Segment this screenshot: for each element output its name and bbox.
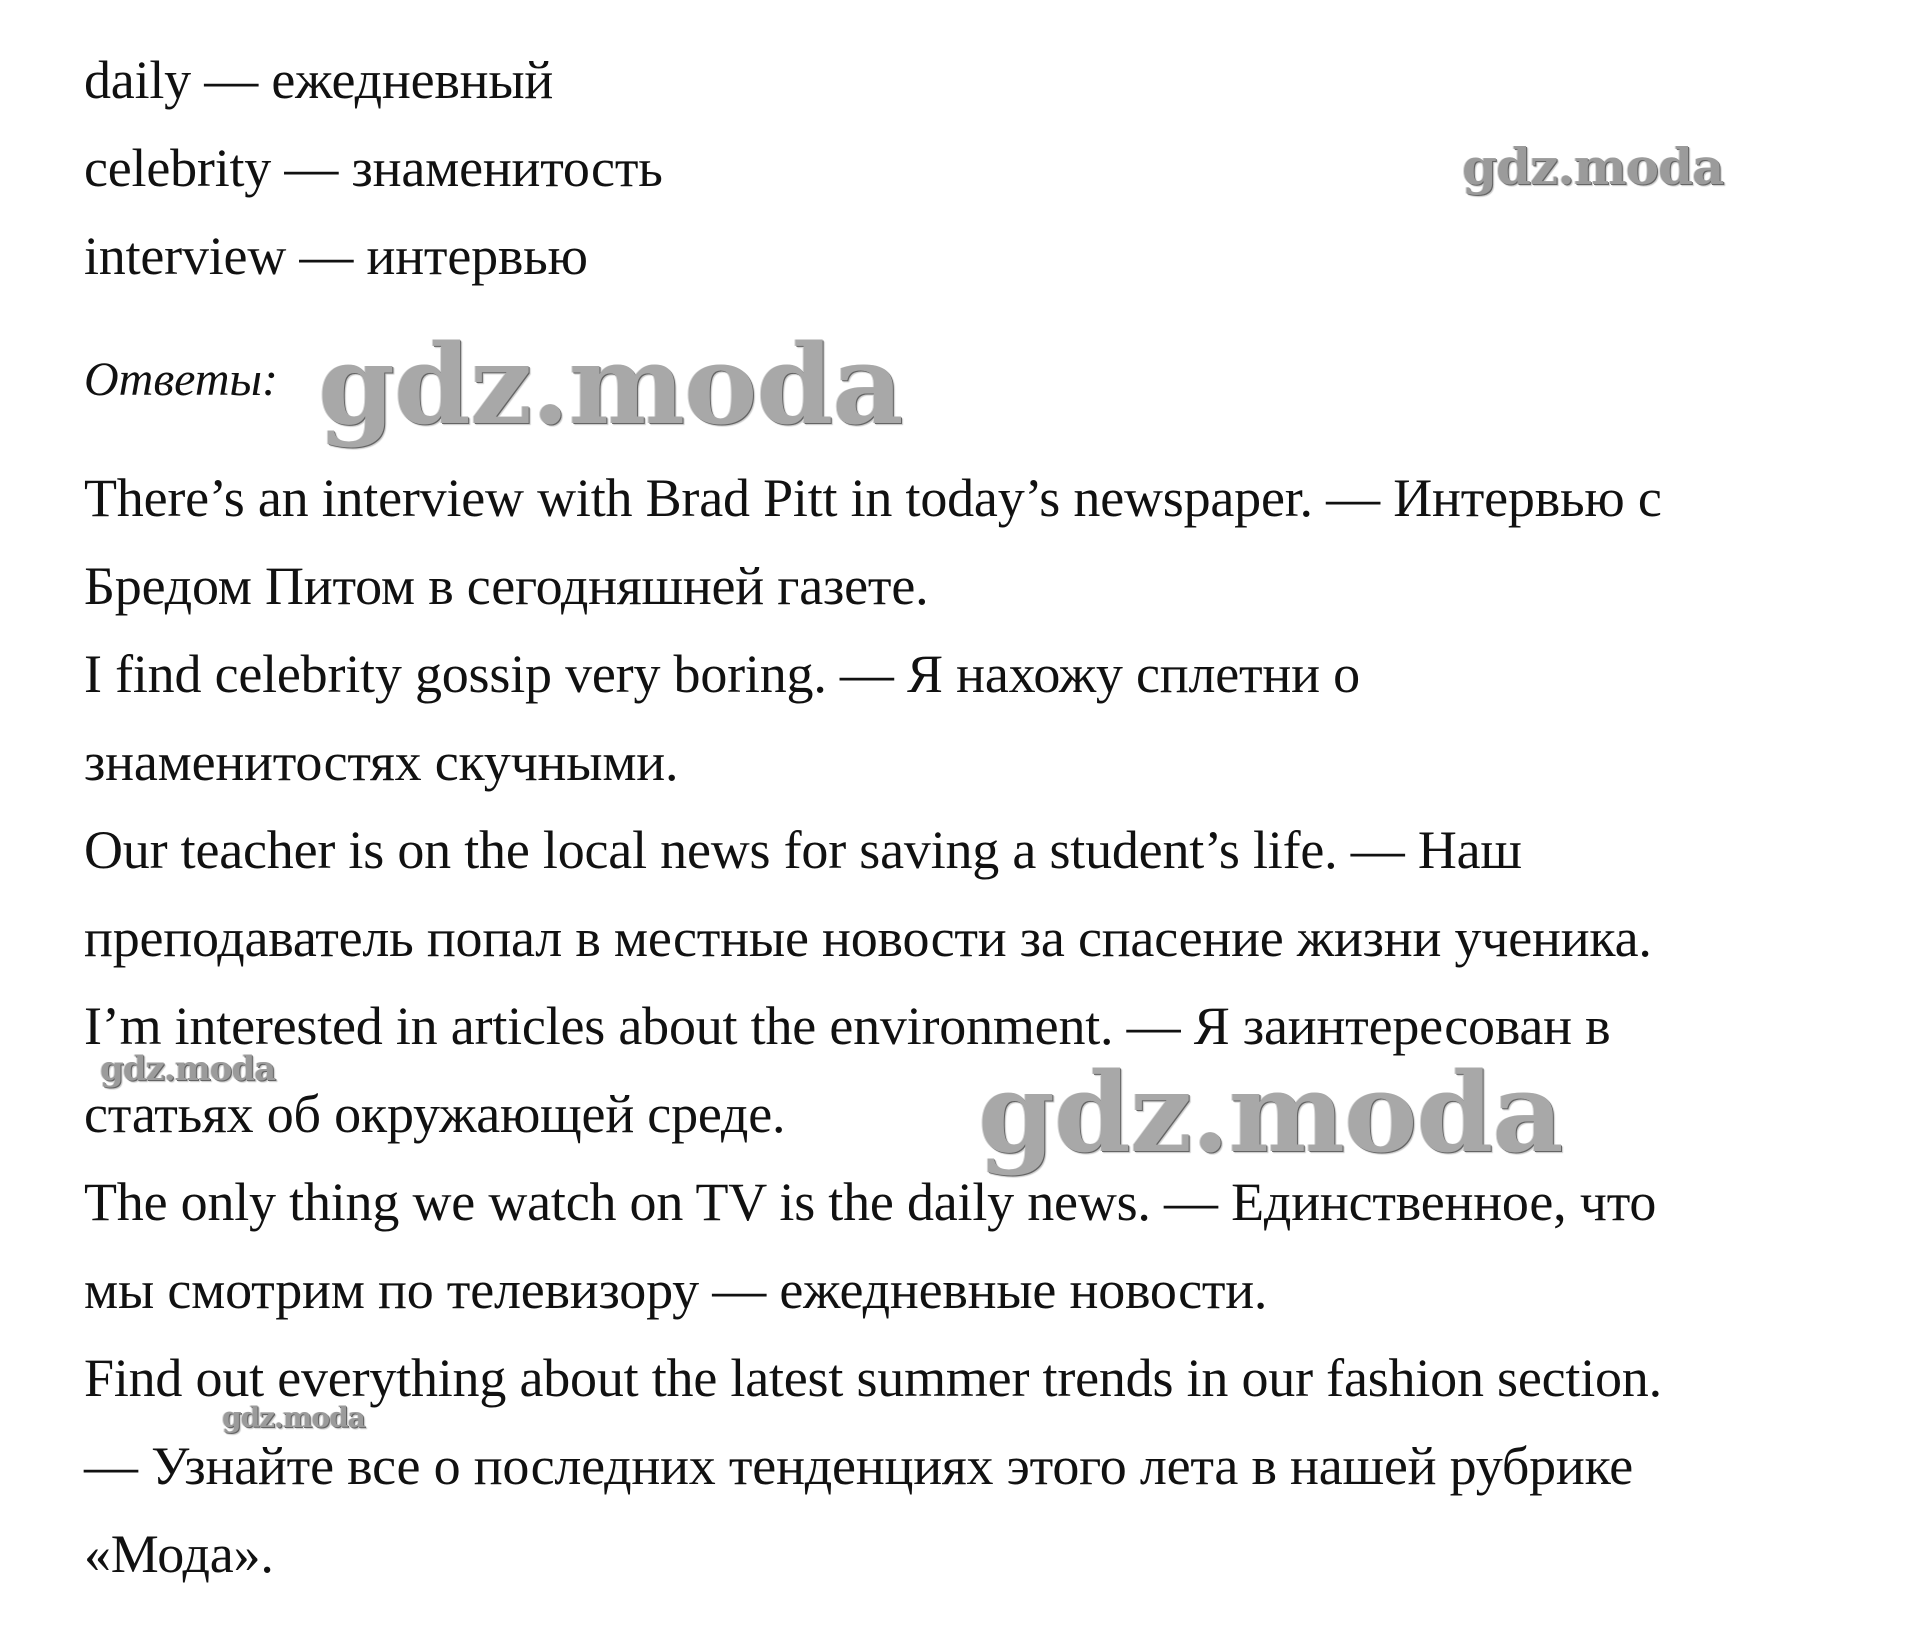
answer-line-12: — Узнайте все о последних тенденциях этого лета в нашей рубрике	[84, 1436, 1634, 1496]
watermark-mid-left: gdz.moda	[100, 1049, 276, 1089]
vocab-line-interview: interview — интервью	[84, 226, 588, 286]
answer-line-4: знаменитостях скучными.	[84, 732, 679, 792]
answer-line-13: «Мода».	[84, 1524, 274, 1584]
answer-line-3: I find celebrity gossip very boring. — Я нахожу сплетни о	[84, 644, 1360, 704]
answer-line-6: преподаватель попал в местные новости за спасение жизни ученика.	[84, 908, 1652, 968]
watermark-bottom-left: gdz.moda	[222, 1401, 365, 1434]
answer-line-9: The only thing we watch on TV is the daily news. — Единственное, что	[84, 1172, 1657, 1232]
answer-line-8: статьях об окружающей среде.	[84, 1084, 786, 1144]
watermark-answers: gdz.moda	[318, 320, 903, 449]
answer-line-7: I’m interested in articles about the environment. — Я заинтересован в	[84, 996, 1611, 1056]
answer-line-1: There’s an interview with Brad Pitt in today’s newspaper. — Интервью с	[84, 468, 1662, 528]
answer-line-5: Our teacher is on the local news for saving a student’s life. — Наш	[84, 820, 1522, 880]
watermark-mid-center: gdz.moda	[978, 1048, 1563, 1177]
answers-label: Ответы:	[84, 353, 278, 406]
vocab-line-celebrity: celebrity — знаменитость	[84, 138, 663, 198]
answer-line-11: Find out everything about the latest summer trends in our fashion section.	[84, 1348, 1662, 1408]
watermark-top-right: gdz.moda	[1462, 137, 1724, 196]
vocab-line-daily: daily — ежедневный	[84, 50, 554, 110]
answer-line-2: Бредом Питом в сегодняшней газете.	[84, 556, 929, 616]
answer-line-10: мы смотрим по телевизору — ежедневные новости.	[84, 1260, 1268, 1320]
